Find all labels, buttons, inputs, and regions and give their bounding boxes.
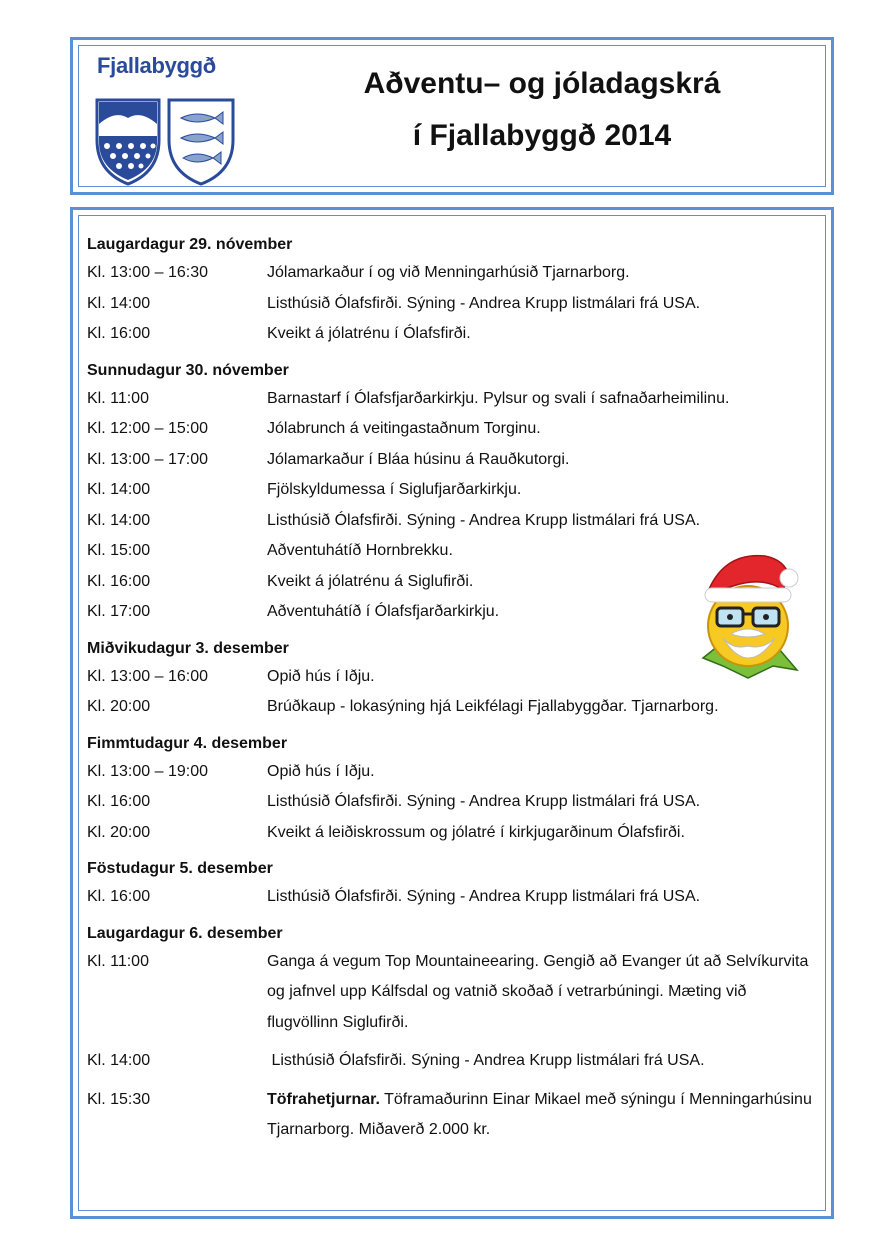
event-row — [87, 384, 821, 415]
schedule-box — [70, 207, 834, 1219]
event-row — [87, 506, 821, 537]
event-row — [87, 475, 821, 506]
event-desc: Opið hús í Iðju. — [267, 762, 375, 780]
day-section — [87, 921, 821, 1146]
event-time: Kl. 20:00 — [87, 823, 151, 841]
event-desc: Brúðkaup - lokasýning hjá Leikfélagi Fjallabyggðar. Tjarnarborg. — [267, 698, 719, 715]
event-time: Kl. 11:00 — [87, 389, 149, 407]
event-time: Kl. 13:00 – 19:00 — [87, 762, 208, 780]
event-time: Kl. 14:00 — [87, 481, 151, 498]
day-title: Fimmtudagur 4. desember — [87, 734, 288, 752]
event-desc: Kveikt á jólatrénu á Siglufirði. — [267, 572, 474, 590]
event-time: Kl. 16:00 — [87, 888, 151, 905]
event-row — [87, 818, 821, 849]
event-desc-rest: Töframaðurinn Einar Mikael með sýningu í Menningarhúsinu Tjarnarborg. Miðaverð 2.000 kr. — [267, 1090, 812, 1138]
event-time: Kl. 16:00 — [87, 572, 151, 590]
event-time: Kl. 17:00 — [87, 603, 151, 620]
event-time: Kl. 16:00 — [87, 793, 151, 810]
event-desc: Kveikt á leiðiskrossum og jólatré í kirkjugarðinum Ólafsfirði. — [267, 823, 685, 841]
municipal-crests-logo — [93, 96, 237, 186]
day-section — [87, 856, 821, 913]
day-title: Laugardagur 6. desember — [87, 924, 283, 942]
day-title: Laugardagur 29. nóvember — [87, 236, 293, 253]
event-row — [87, 414, 821, 445]
event-desc: Fjölskyldumessa í Siglufjarðarkirkju. — [267, 481, 522, 498]
event-time: Kl. 12:00 – 15:00 — [87, 420, 208, 437]
event-time: Kl. 13:00 – 16:30 — [87, 264, 208, 281]
event-row — [87, 319, 821, 350]
event-desc: Jólamarkaður í og við Menningarhúsið Tjarnarborg. — [267, 264, 630, 281]
event-row — [87, 1085, 821, 1146]
day-title: Föstudagur 5. desember — [87, 860, 273, 877]
title-line-2: í Fjallabyggð 2014 — [412, 119, 672, 152]
event-desc: Aðventuhátíð í Ólafsfjarðarkirkju. — [267, 603, 500, 620]
event-desc: Listhúsið Ólafsfirði. Sýning - Andrea Krupp listmálari frá USA. — [267, 793, 701, 810]
event-time: Kl. 15:00 — [87, 542, 151, 559]
event-desc: Jólamarkaður í Bláa húsinu á Rauðkutorgi. — [267, 450, 570, 468]
event-time: Kl. 13:00 – 16:00 — [87, 667, 208, 685]
event-desc: Listhúsið Ólafsfirði. Sýning - Andrea Krupp listmálari frá USA. — [267, 888, 701, 905]
event-desc-bold: Töfrahetjurnar. — [267, 1090, 380, 1108]
event-time: Kl. 20:00 — [87, 698, 151, 715]
day-title: Miðvikudagur 3. desember — [87, 639, 289, 657]
event-desc: Listhúsið Ólafsfirði. Sýning - Andrea Krupp listmálari frá USA. — [267, 1052, 705, 1069]
event-row — [87, 1046, 821, 1077]
event-desc — [267, 1085, 821, 1146]
event-time: Kl. 15:30 — [87, 1090, 151, 1108]
event-time: Kl. 14:00 — [87, 511, 151, 529]
event-time: Kl. 11:00 — [87, 952, 149, 970]
event-row — [87, 787, 821, 818]
event-desc: Aðventuhátíð Hornbrekku. — [267, 542, 453, 559]
olafsfjordur-crest-icon — [169, 100, 233, 184]
event-row — [87, 882, 821, 913]
event-time: Kl. 14:00 — [87, 294, 151, 312]
day-section — [87, 731, 821, 849]
santa-smiley-illustration — [693, 546, 803, 682]
schedule-content — [87, 220, 821, 1146]
header-box — [70, 37, 834, 195]
event-row — [87, 757, 821, 788]
page-title — [273, 58, 811, 162]
event-desc: Barnastarf í Ólafsfjarðarkirkju. Pylsur og svali í safnaðarheimilinu. — [267, 389, 730, 407]
event-desc: Jólabrunch á veitingastaðnum Torginu. — [267, 420, 541, 437]
event-desc: Listhúsið Ólafsfirði. Sýning - Andrea Krupp listmálari frá USA. — [267, 511, 701, 529]
event-time: Kl. 13:00 – 17:00 — [87, 450, 208, 468]
event-row — [87, 947, 821, 1039]
day-title: Sunnudagur 30. nóvember — [87, 361, 289, 379]
event-time: Kl. 16:00 — [87, 325, 151, 342]
event-time: Kl. 14:00 — [87, 1052, 151, 1069]
siglufjordur-crest-icon — [97, 100, 159, 184]
event-desc: Opið hús í Iðju. — [267, 667, 375, 685]
event-desc: Listhúsið Ólafsfirði. Sýning - Andrea Krupp listmálari frá USA. — [267, 294, 701, 312]
event-row — [87, 445, 821, 476]
event-row — [87, 258, 821, 289]
event-row — [87, 692, 821, 723]
brand-logo-text: Fjallabyggð — [97, 53, 216, 78]
event-desc: Kveikt á jólatrénu í Ólafsfirði. — [267, 325, 471, 342]
event-desc: Ganga á vegum Top Mountaineearing. Gengið að Evanger út að Selvíkurvita og jafnvel upp Kálfsdal og vatnið skoðað í vetrarbúningi. Mæting við flugvöllinn Siglufirði. — [267, 952, 809, 1031]
title-line-1: Aðventu– og jóladagskrá — [363, 67, 721, 100]
event-row — [87, 289, 821, 320]
day-section — [87, 232, 821, 350]
